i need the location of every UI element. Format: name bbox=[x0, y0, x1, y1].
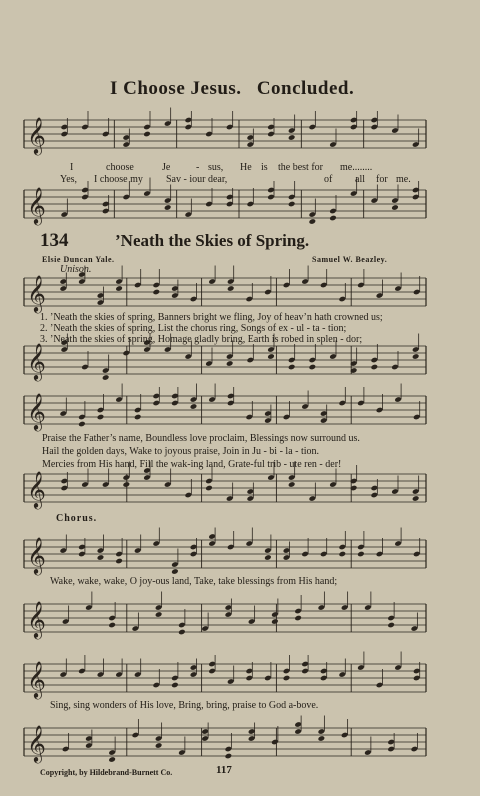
note-head bbox=[329, 215, 337, 222]
note-head bbox=[108, 622, 116, 629]
lyric-word: all bbox=[355, 174, 365, 185]
chorus-lyrics-2: Sing, sing wonders of His love, Bring, bring, praise to God a-bove. bbox=[50, 700, 319, 711]
lyric-word: for bbox=[376, 174, 388, 185]
composer-credit: Samuel W. Beazley. bbox=[312, 255, 388, 264]
note-head bbox=[171, 682, 179, 689]
note-head bbox=[97, 414, 105, 421]
note-head bbox=[288, 201, 296, 208]
note-head bbox=[412, 495, 420, 502]
lyric-word: I choose my bbox=[94, 174, 143, 185]
note-head bbox=[164, 204, 172, 211]
lyric-word: He bbox=[240, 162, 252, 173]
copyright-notice: Copyright, by Hildebrand-Burnett Co. bbox=[40, 768, 173, 777]
hymn-title-1 bbox=[110, 78, 354, 100]
verse-2-line-b: Hail the golden days, Wake to joyous praise, Join in Ju - bi - la - tion. bbox=[42, 446, 320, 457]
clef-icon: 𝄞 bbox=[27, 470, 47, 508]
lyric-word: I bbox=[70, 162, 74, 173]
lyric-word: me........ bbox=[340, 162, 373, 173]
note-head bbox=[134, 414, 142, 421]
clef-icon: 𝄞 bbox=[27, 342, 47, 380]
note-head bbox=[271, 618, 279, 625]
clef-icon: 𝄞 bbox=[27, 392, 47, 430]
note-head bbox=[357, 551, 365, 558]
verse-1-line-b: Praise the Father’s name, Boundless love proclaim, Blessings now surround us. bbox=[42, 433, 360, 444]
hymn-1-concluded: Concluded. bbox=[256, 78, 355, 99]
lyric-word: sus, bbox=[208, 162, 224, 173]
author-credit: Elsie Duncan Yale. bbox=[42, 255, 115, 264]
hymn-number: 134 bbox=[40, 230, 69, 251]
clef-icon: 𝄞 bbox=[27, 660, 47, 698]
note-head bbox=[153, 289, 161, 296]
note-head bbox=[391, 204, 399, 211]
note-head bbox=[227, 285, 235, 292]
lyric-word: Je bbox=[162, 162, 171, 173]
clef-icon: 𝄞 bbox=[27, 724, 47, 762]
note-head bbox=[264, 554, 272, 561]
note-head bbox=[288, 364, 296, 371]
lyric-word: choose bbox=[106, 162, 134, 173]
note-head bbox=[78, 421, 86, 428]
note-head bbox=[97, 554, 105, 561]
note-head bbox=[205, 485, 213, 492]
note-head bbox=[339, 551, 347, 558]
note-head bbox=[178, 629, 186, 636]
note-head bbox=[115, 285, 123, 292]
page-number: 117 bbox=[216, 764, 232, 776]
hymn-1-title: I Choose Jesus. bbox=[110, 78, 242, 99]
lyric-word: is bbox=[261, 162, 268, 173]
note-head bbox=[288, 481, 296, 488]
verse-1-line-a: 1. ’Neath the skies of spring, Banners bright we fling, Joy of heav’n hath crowned us; bbox=[40, 312, 383, 323]
note-head bbox=[412, 353, 420, 360]
note-head bbox=[171, 568, 179, 575]
note-head bbox=[309, 218, 317, 225]
note-head bbox=[123, 481, 131, 488]
note-head bbox=[309, 364, 317, 371]
chorus-label: Chorus. bbox=[56, 513, 98, 524]
lyric-word: the best for bbox=[278, 162, 323, 173]
lyric-word: me. bbox=[396, 174, 411, 185]
note-head bbox=[190, 403, 198, 410]
note-head bbox=[294, 615, 302, 622]
clef-icon: 𝄞 bbox=[27, 274, 47, 312]
note-head bbox=[288, 134, 296, 141]
verse-2-line-a: 2. ’Neath the skies of spring, List the chorus ring, Songs of ex - ul - ta - tion; bbox=[40, 323, 347, 334]
note-head bbox=[387, 622, 395, 629]
note-head bbox=[318, 735, 326, 742]
note-head bbox=[155, 611, 163, 618]
note-head bbox=[115, 558, 123, 565]
lyric-word: of bbox=[324, 174, 333, 185]
note-head bbox=[283, 675, 291, 682]
clef-icon: 𝄞 bbox=[27, 536, 47, 574]
verse-3-line-b: Mercies from His hand, Fill the wak-ing land, Grate-ful trib - ute ren - der! bbox=[42, 459, 342, 470]
clef-icon: 𝄞 bbox=[27, 600, 47, 638]
lyric-word: Yes, bbox=[60, 174, 78, 185]
note-head bbox=[143, 131, 151, 138]
clef-icon: 𝄞 bbox=[27, 186, 47, 224]
unison-marking: Unison. bbox=[60, 264, 92, 275]
note-head bbox=[102, 374, 110, 381]
chorus-lyrics-1: Wake, wake, wake, O joy-ous land, Take, take blessings from His hand; bbox=[50, 576, 338, 587]
note-head bbox=[267, 353, 275, 360]
note-head bbox=[108, 756, 116, 763]
note-head bbox=[225, 753, 233, 760]
hymn-2-title: ’Neath the Skies of Spring. bbox=[115, 231, 310, 250]
note-head bbox=[226, 360, 234, 367]
note-head bbox=[371, 364, 379, 371]
clef-icon: 𝄞 bbox=[27, 116, 47, 154]
lyric-word: - bbox=[196, 162, 200, 173]
verse-3-line-a: 3. ’Neath the skies of spring, Homage gladly bring, Earth is robed in splen - dor; bbox=[40, 334, 363, 345]
lyric-word: Sav - iour dear, bbox=[166, 174, 228, 185]
note-head bbox=[155, 742, 163, 749]
